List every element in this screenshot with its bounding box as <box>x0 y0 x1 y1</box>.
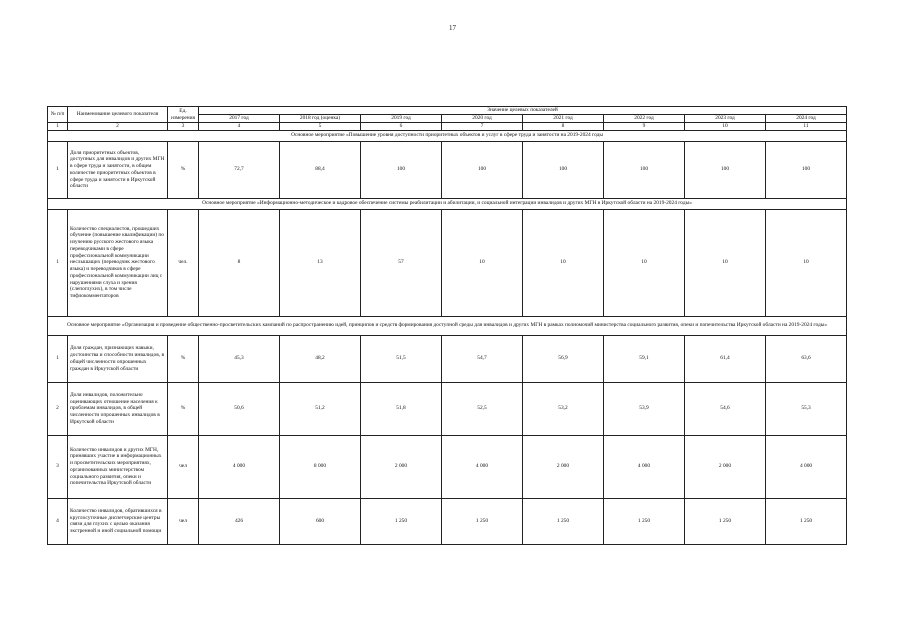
header-values-group: Значение целевых показателей <box>199 107 847 115</box>
value-cell: 8 000 <box>280 435 361 498</box>
value-cell: 72,7 <box>199 141 280 198</box>
unit: чел. <box>168 209 199 316</box>
row-number: 1 <box>48 209 68 316</box>
value-cell: 54,6 <box>685 382 766 435</box>
value-cell: 100 <box>685 141 766 198</box>
value-cell: 426 <box>199 498 280 544</box>
value-cell: 1 250 <box>442 498 523 544</box>
value-cell: 51,8 <box>361 382 442 435</box>
indicator-name: Количество инвалидов и других МГН, принявших участие в информационных и просветительских мероприятиях, организованных министерством социального развития, опеки и попечительства Иркутской области <box>68 435 168 498</box>
value-cell: 61,4 <box>685 335 766 382</box>
value-cell: 52,5 <box>442 382 523 435</box>
value-cell: 57 <box>361 209 442 316</box>
value-cell: 10 <box>604 209 685 316</box>
column-numbers-row <box>48 123 847 131</box>
unit: % <box>168 382 199 435</box>
value-cell: 10 <box>685 209 766 316</box>
value-cell: 4 000 <box>766 435 847 498</box>
page-number: 17 <box>449 24 456 32</box>
value-cell: 1 250 <box>685 498 766 544</box>
value-cell: 63,6 <box>766 335 847 382</box>
header-year: 2019 год <box>361 115 442 123</box>
value-cell: 100 <box>766 141 847 198</box>
row-number: 1 <box>48 335 68 382</box>
value-cell: 1 250 <box>766 498 847 544</box>
value-cell: 4 000 <box>199 435 280 498</box>
value-cell: 8 <box>199 209 280 316</box>
header-year: 2022 год <box>604 115 685 123</box>
table-row <box>48 209 847 316</box>
unit: чел <box>168 498 199 544</box>
value-cell: 54,7 <box>442 335 523 382</box>
value-cell: 48,2 <box>280 335 361 382</box>
indicator-name: Количество специалистов, прошедших обучение (повышение квалификации) по изучению русского жестового языка переводчиками в сфере профессиональной коммуникации неслышащих (переводчик жестового языка) и переводчиков в сфере профессиональной коммуникации лиц с нарушениями слуха и зрения (слепоглухих), в том числе тифлокомментаторов <box>68 209 168 316</box>
value-cell: 10 <box>442 209 523 316</box>
value-cell: 100 <box>523 141 604 198</box>
target-indicators-table <box>47 106 847 545</box>
column-number: 9 <box>604 123 685 131</box>
column-number: 7 <box>442 123 523 131</box>
value-cell: 100 <box>361 141 442 198</box>
header-year: 2024 год <box>766 115 847 123</box>
table-row <box>48 498 847 544</box>
value-cell: 1 250 <box>361 498 442 544</box>
column-number: 8 <box>523 123 604 131</box>
unit: % <box>168 335 199 382</box>
value-cell: 100 <box>604 141 685 198</box>
unit: чел <box>168 435 199 498</box>
column-number: 10 <box>685 123 766 131</box>
section-title: Основное мероприятие «Информационно-методическое и кадровое обеспечение системы реабилитации и абилитации, и социальной интеграции инвалидов и других МГН в Иркутской области на 2019-2024 годы» <box>48 198 847 209</box>
value-cell: 59,1 <box>604 335 685 382</box>
column-number: 3 <box>168 123 199 131</box>
value-cell: 1 250 <box>604 498 685 544</box>
column-number: 5 <box>280 123 361 131</box>
row-number: 3 <box>48 435 68 498</box>
indicator-name: Доля приоритетных объектов, доступных для инвалидов и других МГН в сфере труда и занятости, в общем количестве приоритетных объектов в сфере труда и занятости в Иркутской области <box>68 141 168 198</box>
header-unit: Ед. измерения <box>168 107 199 123</box>
value-cell: 4 000 <box>442 435 523 498</box>
table-row <box>48 382 847 435</box>
value-cell: 1 250 <box>523 498 604 544</box>
value-cell: 13 <box>280 209 361 316</box>
indicator-name: Доля граждан, признающих навыки, достоинства и способности инвалидов, в общей численности опрошенных граждан в Иркутской области <box>68 335 168 382</box>
header-name: Наименование целевого показателя <box>68 107 168 123</box>
column-number: 1 <box>48 123 68 131</box>
value-cell: 56,9 <box>523 335 604 382</box>
value-cell: 53,2 <box>523 382 604 435</box>
value-cell: 10 <box>766 209 847 316</box>
value-cell: 55,3 <box>766 382 847 435</box>
header-year: 2017 год <box>199 115 280 123</box>
value-cell: 2 000 <box>361 435 442 498</box>
value-cell: 4 000 <box>604 435 685 498</box>
value-cell: 100 <box>442 141 523 198</box>
indicator-name: Количество инвалидов, обратившихся в круглосуточные диспетчерские центры связи для глухих с целью оказания экстренной и иной социальной помощи <box>68 498 168 544</box>
value-cell: 88,4 <box>280 141 361 198</box>
value-cell: 53,9 <box>604 382 685 435</box>
table-row <box>48 435 847 498</box>
row-number: 1 <box>48 141 68 198</box>
table-row <box>48 335 847 382</box>
value-cell: 600 <box>280 498 361 544</box>
value-cell: 10 <box>523 209 604 316</box>
value-cell: 50,6 <box>199 382 280 435</box>
indicator-name: Доля инвалидов, положительно оценивающих отношение населения к проблемам инвалидов, в общей численности опрошенных инвалидов в Иркутской области <box>68 382 168 435</box>
column-number: 11 <box>766 123 847 131</box>
unit: % <box>168 141 199 198</box>
table-row <box>48 141 847 198</box>
header-year: 2021 год <box>523 115 604 123</box>
column-number: 6 <box>361 123 442 131</box>
header-num: № п/п <box>48 107 68 123</box>
value-cell: 51,2 <box>280 382 361 435</box>
section-row <box>48 316 847 335</box>
value-cell: 2 000 <box>523 435 604 498</box>
row-number: 2 <box>48 382 68 435</box>
section-title: Основное мероприятие «Организация и проведение общественно-просветительских кампаний по распространению идей, принципов и средств формирования доступной среды для инвалидов и других МГН в рамках полномочий министерства социального развития, опеки и попечительства Иркутской области на 2019-2024 годы» <box>48 316 847 335</box>
section-title: Основное мероприятие «Повышение уровня доступности приоритетных объектов и услуг в сфере труда и занятости на 2019-2024 годы <box>48 130 847 141</box>
header-row <box>48 107 847 115</box>
section-row <box>48 130 847 141</box>
header-year: 2018 год (оценка) <box>280 115 361 123</box>
column-number: 2 <box>68 123 168 131</box>
row-number: 4 <box>48 498 68 544</box>
header-year: 2023 год <box>685 115 766 123</box>
header-year: 2020 год <box>442 115 523 123</box>
column-number: 4 <box>199 123 280 131</box>
value-cell: 2 000 <box>685 435 766 498</box>
section-row <box>48 198 847 209</box>
value-cell: 51,5 <box>361 335 442 382</box>
value-cell: 45,3 <box>199 335 280 382</box>
